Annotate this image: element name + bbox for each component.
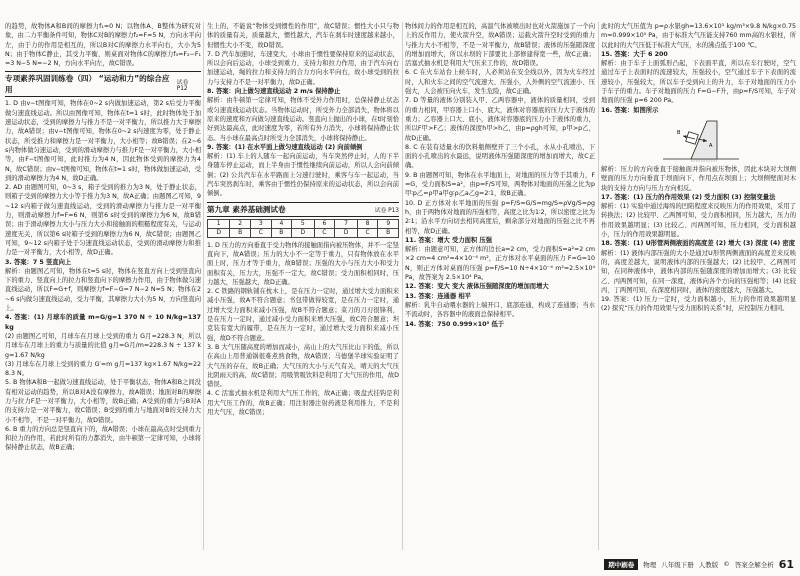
answer-line: 4. 答案：(1) 月球车的质量 m=G/g=1 370 N ÷ 10 N/kg=137 kg (5, 314, 201, 331)
paragraph: 物体间力的作用是相互的，高温气体被喷出时也对火箭施加了一个向上的反作用力，使火箭升空，故A错误；运载火箭升空时受到的重力与推力大小不相等，不是一对平衡力，故B错误；液体的压强随深度的增加而增大，所以水坝的下部要比上部修建得宽一些，故C正确；活塞式抽水机是利用大气压来工作的，故D错误。 (405, 23, 595, 68)
column-4 (601, 22, 796, 550)
answer-line: 13. 答案：连通器 相平 (405, 292, 471, 300)
table-cell: D (335, 228, 357, 237)
answer-item: 10. D 正方体对水平地面的压强 p=F/S=G/S=mg/S=ρVg/S=ρgh，由于两物体对地面的压强相等，高度之比为1∶2，所以密度之比为2∶1；沿水平方向切去相同高度后，剩余部分对地面的压强之比不再相等，故D正确。 (405, 199, 595, 235)
explanation: 解析：(1) 实验中通过海绵的凹陷程度来反映压力的作用效果，采用了转换法；(2) 比较甲、乙两图可知，受力面积相同，压力越大，压力的作用效果越明显；(3) 比较乙、丙两图可知，压力相同，受力面积越小，压力的作用效果越明显。 (601, 203, 796, 239)
table-cell: 6 (314, 219, 335, 228)
table-cell: C (357, 228, 378, 237)
paragraph: 生上的，不能说“物体受到惯性的作用”，故C错误；惯性大小只与物体的质量有关，质量越大，惯性越大，汽车在刹车时速度越来越小，但惯性大小不变，故D错误。 (207, 23, 399, 49)
footer-grade: 八年级下册 (661, 560, 694, 569)
answer-item: 5. B 物体A和B一起做匀速直线运动，处于平衡状态，物体A和B之间没有相对运动的趋势，所以B对A没有摩擦力，故A错误；地面对B的摩擦力与拉力F是一对平衡力，大小相等，故B正确；A受到的重力与B对A的支持力是一对平衡力，故C错误；B受到的重力与地面对B的支持力大小不相等，不是一对平衡力，故D错误。 (5, 379, 201, 424)
answer-item: 1. D 压力的方向垂直于受力物体的接触面指向被压物体，并不一定竖直向下，故A错误；压力的大小不一定等于重力，只有物体放在水平面上时，压力才等于重力，故B错误；压强的大小与压力大小和受力面积有关，压力大，压强不一定大，故C错误；受力面积相同时，压力越大，压强越大，故D正确。 (207, 241, 399, 286)
table-cell: 9 (378, 219, 399, 228)
answer-item: 7. D 汽车加速时，车速变大，小球由于惯性要保持原来的运动状态，所以会向后运动，小球受到重力、支持力和拉力作用，由于汽车向右加速运动，绳的拉力和支持力的合力方向水平向右，故小球受到的拉力与支持力不是一对平衡力，故D正确。 (207, 50, 399, 86)
explanation: 解析：由牛顿第一定律可知，物体不受外力作用时，总保持静止状态或匀速直线运动状态。当物体运动时，所受外力全部消失，物体将以原来的速度和方向做匀速直线运动。竖直向上抛出的小球，在t时刻恰好到达最高点，此时速度为零，若所有外力消失，小球将保持静止状态。当小球在最高点时所受力全部消失，小球将保持静止。 (207, 97, 399, 142)
section-title: 专项素养巩固训练卷（四） “运动和力”的综合应用 (5, 74, 170, 95)
table-cell: D (208, 228, 230, 237)
page-number: 61 (778, 557, 794, 571)
table-row-answers (208, 228, 399, 237)
footer-edition: 人教版 (698, 560, 719, 569)
column-3 (405, 22, 595, 550)
answer-line: 14. 答案：750 0.999×10⁵ 低于 (405, 320, 505, 328)
answer-item: 9. B 由题图可知，物体在水平地面上，对地面的压力等于其重力，F=G，受力面积S=a²，由p=F/S可知，两物体对地面的压强之比为p甲∶p乙=ρ甲a甲g∶ρ乙a乙g=2∶1，故B正确。 (405, 171, 595, 198)
explanation: (3) 月球车在月球上受到的重力 G′=m g月=137 kg×1.67 N/kg≈228.3 N。 (5, 360, 201, 378)
answer-item: 7. D 等量的液体分别装入甲、乙两容器中，液体的质量相同，受到的重力相同，甲容器上口小、底大，液体对容器底的压力大于液体的重力；乙容器上口大、底小，液体对容器底的压力小于液体的重力，所以F甲>F乙；液体的深度h甲>h乙，由p=ρgh可知，p甲>p乙，故D正确。 (405, 97, 595, 142)
answer-item: 2. AD 由题图可知，0~3 s，箱子受到的推力为3 N，处于静止状态，则箱子受到的摩擦力大小等于推力为3 N，故A正确；由题图乙可知，9~12 s内箱子做匀速直线运动，受到的滑动摩擦力与推力是一对平衡力，则滑动摩擦力f=F=6 N，则第6 s时受到的摩擦力为6 N，故B错误；由于滑动摩擦力大小与压力大小和接触面的粗糙程度有关，与运动速度无关，所以第6 s时箱子受到的摩擦力为6 N，故C错误；由题图乙可知，9~12 s内箱子处于匀速直线运动状态，受到的滑动摩擦力和推力是一对平衡力，大小相等，故D正确。 (5, 184, 201, 257)
table-cell: 3 (250, 219, 271, 228)
table-cell: 8 (357, 219, 378, 228)
answer-item: 6. C 在火车站台上候车时，人必须站在安全线以外，因为火车经过时，人和火车之间的空气流速大、压强小，人外侧的空气流速小、压强大，人会被压向火车，发生危险，故C正确。 (405, 69, 595, 96)
table-cell: 1 (208, 219, 230, 228)
answer-line: 15. 答案：大于 6 200 (601, 50, 668, 58)
explanation: 解析：由题意可知，正方体的边长a=2 cm，受力面积S=a²=2 cm×2 cm=4 cm²=4×10⁻⁴ m²，正方体对水平桌面的压力 F=G=10 N，则正方体对桌面的压强 p=F/S=10 N÷4×10⁻⁴ m²=2.5×10⁴ Pa，故答案为 2.5×10⁴ Pa。 (405, 246, 595, 282)
explanation: 解析：压力的方向垂直于接触面并指向被压物体，因此木块对大坝侧壁面的压力方向垂直于坝面向下，作用点在坝面上；大坝侧壁面对木块的支持力方向与压力方向相反。 (601, 165, 796, 192)
column-divider (402, 22, 403, 550)
answer-item: 1. D 由v−t图像可知，物体在0~2 s内做加速运动，第2 s后受力平衡做匀速直线运动。所以由图像可知，物体在t=1 s时，此时物体处于加速运动状态，受到的摩擦力与推力不是一对平衡力，所以推力大于摩擦力，故A错误；由v−t图像可知，物体在0~2 s内速度为零，处于静止状态，所受推力和摩擦力是一对平衡力，大小相等；故B错误；在2~6 s内物体做匀速运动，受到的滑动摩擦力与推力F是一对平衡力，大小相等，由F−t图像可知，此时推力为4 N，因此物体受到的摩擦力为4 N，故C错误；由v−t图像可知，物体在t=1 s时，物体做加速运动，受到的滑动摩擦力为4 N，故D正确。 (5, 100, 201, 182)
column-divider (203, 22, 204, 550)
section-title: 第九章 素养基础测试卷 (207, 204, 286, 214)
figure-label-a: A (709, 142, 713, 149)
answer-line: 9. 答案：(1) 在水平面上做匀速直线运动 (2) 向前倾倒 (207, 143, 363, 151)
table-cell: B (378, 228, 399, 237)
table-cell: 5 (292, 219, 314, 228)
section-header-chapter-nine (207, 202, 399, 217)
answer-item: 4. C 活塞式抽水机是利用大气压工作的，故A正确；吸盘式挂钩是利用大气压工作的，故B正确；用注射器注射药液是利用推力，不是利用大气压，故C错误； (207, 390, 399, 416)
answer-line: 16. 答案：如图所示 (601, 106, 659, 114)
explanation: (2) 由题图乙可知，月球车在月球上受到的重力 G月=228.3 N，所以月球车在月球上的重力与质量的比值 g月=G月/m=228.3 N ÷ 137 kg≈1.67 N/kg (5, 332, 201, 359)
explanation: 解析：由题图乙可知，物体在t=5 s时，物体在竖直方向上受到竖直向下的重力、竖直向上的拉力和竖直向下的摩擦力作用，由于物体做匀速直线运动，所以F=G+f，则摩擦力f=F−G=7 N−2 N=5 N；物体在2~6 s内做匀速直线运动，受力平衡，其摩擦力大小为5 N，方向竖直向上。 (5, 267, 201, 313)
table-cell: 4 (271, 219, 291, 228)
paragraph: 此时的大气压值为 p=ρ水银gh=13.6×10³ kg/m³×9.8 N/kg×0.75 m≈0.999×10⁵ Pa，由于标准大气压能支持760 mm高的水银柱，所以此时的大气压低于标准大气压，水的沸点低于100 ℃。 (601, 23, 796, 49)
column-divider (598, 22, 599, 550)
table-cell: B (230, 228, 250, 237)
answer-line: 3. 答案：7 5 竖直向上 (5, 258, 72, 266)
answer-item: 3. B 大气压随高度的增加而减小，高山上的大气压比山下的低，所以在高山上用普通锅很难煮熟食物，故A错误；马德堡半球实验证明了大气压的存在，故B正确；大气压的大小与天气有关，晴天的大气压比阴雨天的高，故C错误；用吸管吸饮料是利用了大气压的作用，故D错误。 (207, 343, 399, 389)
table-cell: 7 (335, 219, 357, 228)
dam-force-figure (661, 117, 741, 163)
arrow-head (683, 135, 687, 138)
explanation: 19. 答案：(1) 压力一定时，受力面积越小，压力的作用效果越明显 (2) 探究“压力的作用效果与受力面积的关系”时，应控制压力相同。 (601, 296, 796, 313)
answer-item: 8. C 在装有适量水的饮料瓶侧壁开了三个小孔，水从小孔喷出，下面的小孔喷出的水最远，说明液体压强随深度的增加而增大，故C正确。 (405, 143, 595, 170)
explanation: 解析：由于车子上面弧形凸起，下表面平直，所以在车行驶时，空气通过车子上表面时的流速较大，压强较小，空气通过车子下表面的流速较小，压强较大，所以车子受到向上的升力，车子对地面的压力小于车子的重力。车子对地面的压力 F=G−F升，由p=F/S可知，车子对地面的压强 p=6 200 Pa。 (601, 60, 796, 105)
footer-book: 答案全解全析 (734, 560, 774, 569)
answer-item: 6. B 重力的方向总是竖直向下的，故A错误；小球在最高点时受到重力和拉力的作用，若此时所有的力都消失，由牛顿第一定律可知，小球将保持静止状态，故B正确； (5, 425, 201, 452)
explanation: 解析：乳牛自动喂水器的上端开口、底部连通，构成了连通器；当水不流动时，各容器中的液面总保持相平。 (405, 301, 595, 319)
answer-table (207, 219, 399, 238)
table-cell: C (314, 228, 335, 237)
answer-line: 18. 答案：(1) U形管两侧液面的高度差 (2) 增大 (3) 深度 (4) 密度 (601, 240, 795, 248)
table-cell: 2 (230, 219, 250, 228)
section-header-special-training (5, 71, 201, 97)
table-cell: B (271, 228, 291, 237)
dam-diagram (661, 117, 741, 163)
explanation: 解析：(1) 车上的人随车一起向前运动，当车突然停止时，人的下半身随车停止运动，而上半身由于惯性继续向前运动，所以人会向前倾倒；(2) 公共汽车在水平路面上匀速行驶时，乘客与车一起运动，当汽车突然刹车时，乘客由于惯性仍保持原来的运动状态，所以会向前倾倒。 (207, 153, 399, 198)
page-footer (604, 557, 794, 571)
column-1 (5, 22, 201, 550)
section-page-ref: 试卷 P13 (374, 207, 399, 214)
figure-label-b: B (677, 129, 681, 136)
answer-line: 11. 答案：增大 受力面积 压强 (405, 236, 492, 244)
table-cell: D (292, 228, 314, 237)
paragraph: 的趋势，故物体A和B间的摩擦力f₁=0 N；以物体A、B整体为研究对象，由二力平衡条件可知，物体C对B的摩擦力f₂=F=5 N，方向水平向左，由于力的作用是相互的，所以B对C的摩擦力水平向右，大小为5 N；由于物体C静止，其受力平衡，则桌面对物体C的摩擦力f₃=F₂−F₁=3 N−5 N=−2 N，方向水平向左，故C错误。 (5, 23, 201, 68)
answer-line: 12. 答案：变大 变大 液体压强随深度的增加而增大 (405, 283, 549, 291)
brand-badge: 期中刷卷 (604, 559, 638, 570)
table-cell: C (250, 228, 271, 237)
answer-item: 2. C 铁路的钢轨铺在枕木上，是在压力一定时，通过增大受力面积来减小压强，故A不符合题意；书包带做得较宽，是在压力一定时，通过增大受力面积来减小压强，故B不符合题意；菜刀的刀刃很锋利，是在压力一定时，通过减小受力面积来增大压强，故C符合题意；坦克装有宽大的履带，是在压力一定时，通过增大受力面积来减小压强，故D不符合题意。 (207, 288, 399, 342)
copyright-icon: © (723, 560, 730, 568)
table-row-numbers (208, 219, 399, 228)
section-page-ref: 试卷 P12 (176, 79, 189, 92)
answer-line: 17. 答案：(1) 压力的作用效果 (2) 受力面积 (3) 控制变量法 (601, 193, 776, 201)
explanation: 解析：(1) 液体内部压强的大小是通过U形管两侧液面的高度差来反映的，高度差越大，说明液体内部的压强越大；(2) 比较甲、乙两图可知，在同种液体中，液体内部的压强随深度的增加而增大；(3) 比较乙、丙两图可知，在同一深度，液体向各个方向的压强相等；(4) 比较丙、丁两图可知，在深度相同时，液体的密度越大，压强越大。 (601, 249, 796, 294)
answer-line: 8. 答案：向上做匀速直线运动 2 m/s 保持静止 (207, 88, 341, 96)
footer-subject: 物理 (643, 560, 657, 569)
column-2 (207, 22, 399, 550)
